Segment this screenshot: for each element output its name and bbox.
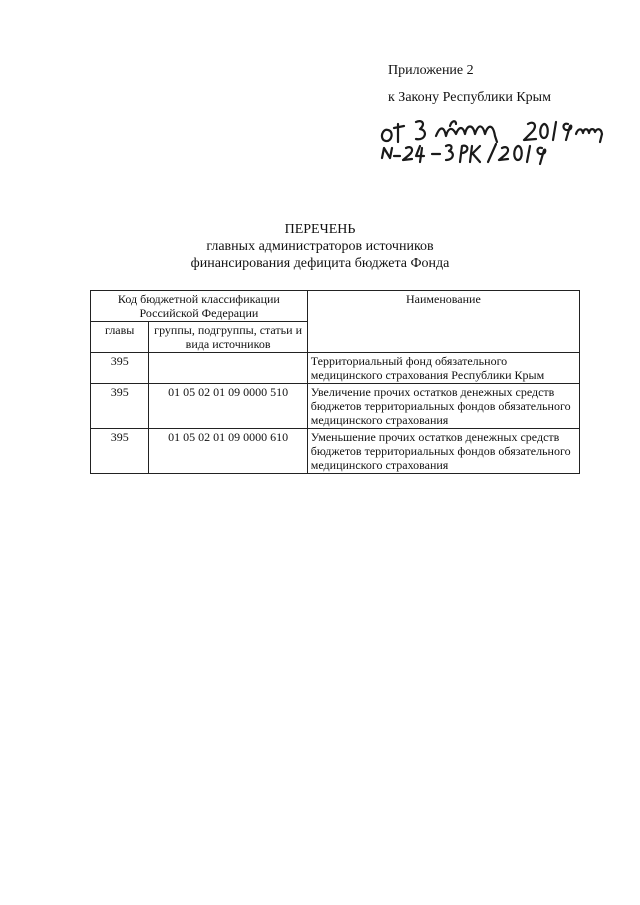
document-title <box>0 221 640 272</box>
header-chapters: главы <box>91 322 149 353</box>
table-row <box>91 353 580 384</box>
handwritten-date-signature <box>376 112 606 166</box>
title-subline-2: финансирования дефицита бюджета Фонда <box>190 256 450 271</box>
row-name: Уменьшение прочих остатков денежных средств бюджетов территориальных фондов обязательного медицинского страхования <box>307 429 579 474</box>
table-row <box>91 429 580 474</box>
header-name: Наименование <box>307 291 579 353</box>
appendix-label: Приложение 2 <box>388 63 474 78</box>
row-chapter: 395 <box>91 384 149 429</box>
row-code <box>149 353 307 384</box>
law-reference: к Закону Республики Крым <box>388 90 551 105</box>
title-heading: ПЕРЕЧЕНЬ <box>284 222 356 237</box>
header-groups: группы, подгруппы, статьи и вида источников <box>149 322 307 353</box>
header-classification-code: Код бюджетной классификации Российской Федерации <box>91 291 308 322</box>
title-subline-1: главных администраторов источников <box>206 239 434 254</box>
row-chapter: 395 <box>91 353 149 384</box>
row-name: Территориальный фонд обязательного медицинского страхования Республики Крым <box>307 353 579 384</box>
table-row <box>91 384 580 429</box>
row-code: 01 05 02 01 09 0000 510 <box>149 384 307 429</box>
administrators-table <box>90 290 580 474</box>
row-code: 01 05 02 01 09 0000 610 <box>149 429 307 474</box>
appendix-header <box>388 64 551 109</box>
row-chapter: 395 <box>91 429 149 474</box>
row-name: Увеличение прочих остатков денежных средств бюджетов территориальных фондов обязательного медицинского страхования <box>307 384 579 429</box>
